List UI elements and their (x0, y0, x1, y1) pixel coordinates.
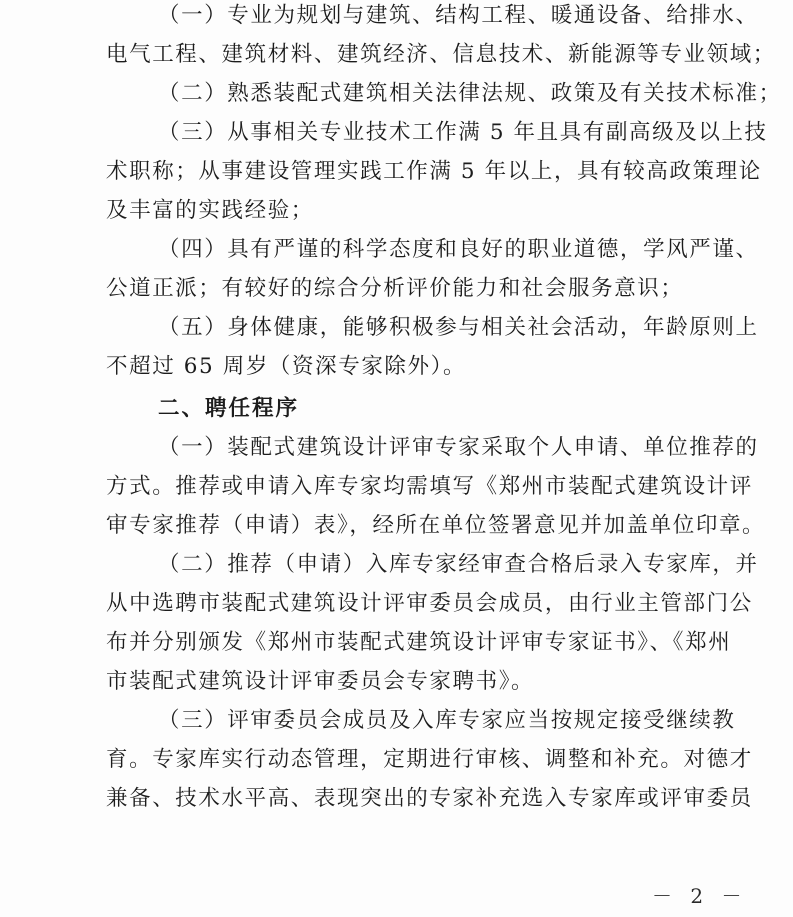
paragraph-line: （一）专业为规划与建筑、结构工程、暖通设备、给排水、 (158, 3, 759, 28)
paragraph-line: 不超过 65 周岁（资深专家除外）。 (106, 354, 467, 379)
paragraph-line: 育。专家库实行动态管理，定期进行审核、调整和补充。对德才 (106, 747, 753, 772)
page-number: － 2 － (652, 884, 748, 908)
paragraph-line: （三）从事相关专业技术工作满 5 年且具有副高级及以上技 (158, 120, 768, 145)
paragraph-line: 术职称；从事建设管理实践工作满 5 年以上，具有较高政策理论 (106, 159, 762, 184)
paragraph-line: 及丰富的实践经验； (106, 198, 314, 223)
paragraph-line: （三）评审委员会成员及入库专家应当按规定接受继续教 (158, 708, 736, 733)
paragraph-line: 公道正派；有较好的综合分析评价能力和社会服务意识； (106, 276, 684, 301)
paragraph-line: 方式。推荐或申请入库专家均需填写《郑州市装配式建筑设计评 (106, 474, 753, 499)
paragraph-line: 兼备、技术水平高、表现突出的专家补充选入专家库或评审委员 (106, 786, 753, 811)
section-heading: 二、聘任程序 (158, 396, 300, 421)
paragraph-line: （二）推荐（申请）入库专家经审查合格后录入专家库，并 (158, 552, 759, 577)
paragraph-line: （四）具有严谨的科学态度和良好的职业道德，学风严谨、 (158, 237, 759, 262)
paragraph-line: 市装配式建筑设计评审委员会专家聘书》。 (106, 669, 535, 694)
paragraph-line: 布并分别颁发《郑州市装配式建筑设计评审专家证书》、《郑州 (106, 630, 732, 655)
paragraph-line: （二）熟悉装配式建筑相关法律法规、政策及有关技术标准； (158, 81, 782, 106)
paragraph-line: （五）身体健康，能够积极参与相关社会活动，年龄原则上 (158, 315, 759, 340)
paragraph-line: 从中选聘市装配式建筑设计评审委员会成员，由行业主管部门公 (106, 591, 753, 616)
paragraph-line: 审专家推荐（申请）表》，经所在单位签署意见并加盖单位印章。 (106, 513, 766, 538)
paragraph-line: 电气工程、建筑材料、建筑经济、信息技术、新能源等专业领域； (106, 42, 776, 67)
paragraph-line: （一）装配式建筑设计评审专家采取个人申请、单位推荐的 (158, 435, 759, 460)
